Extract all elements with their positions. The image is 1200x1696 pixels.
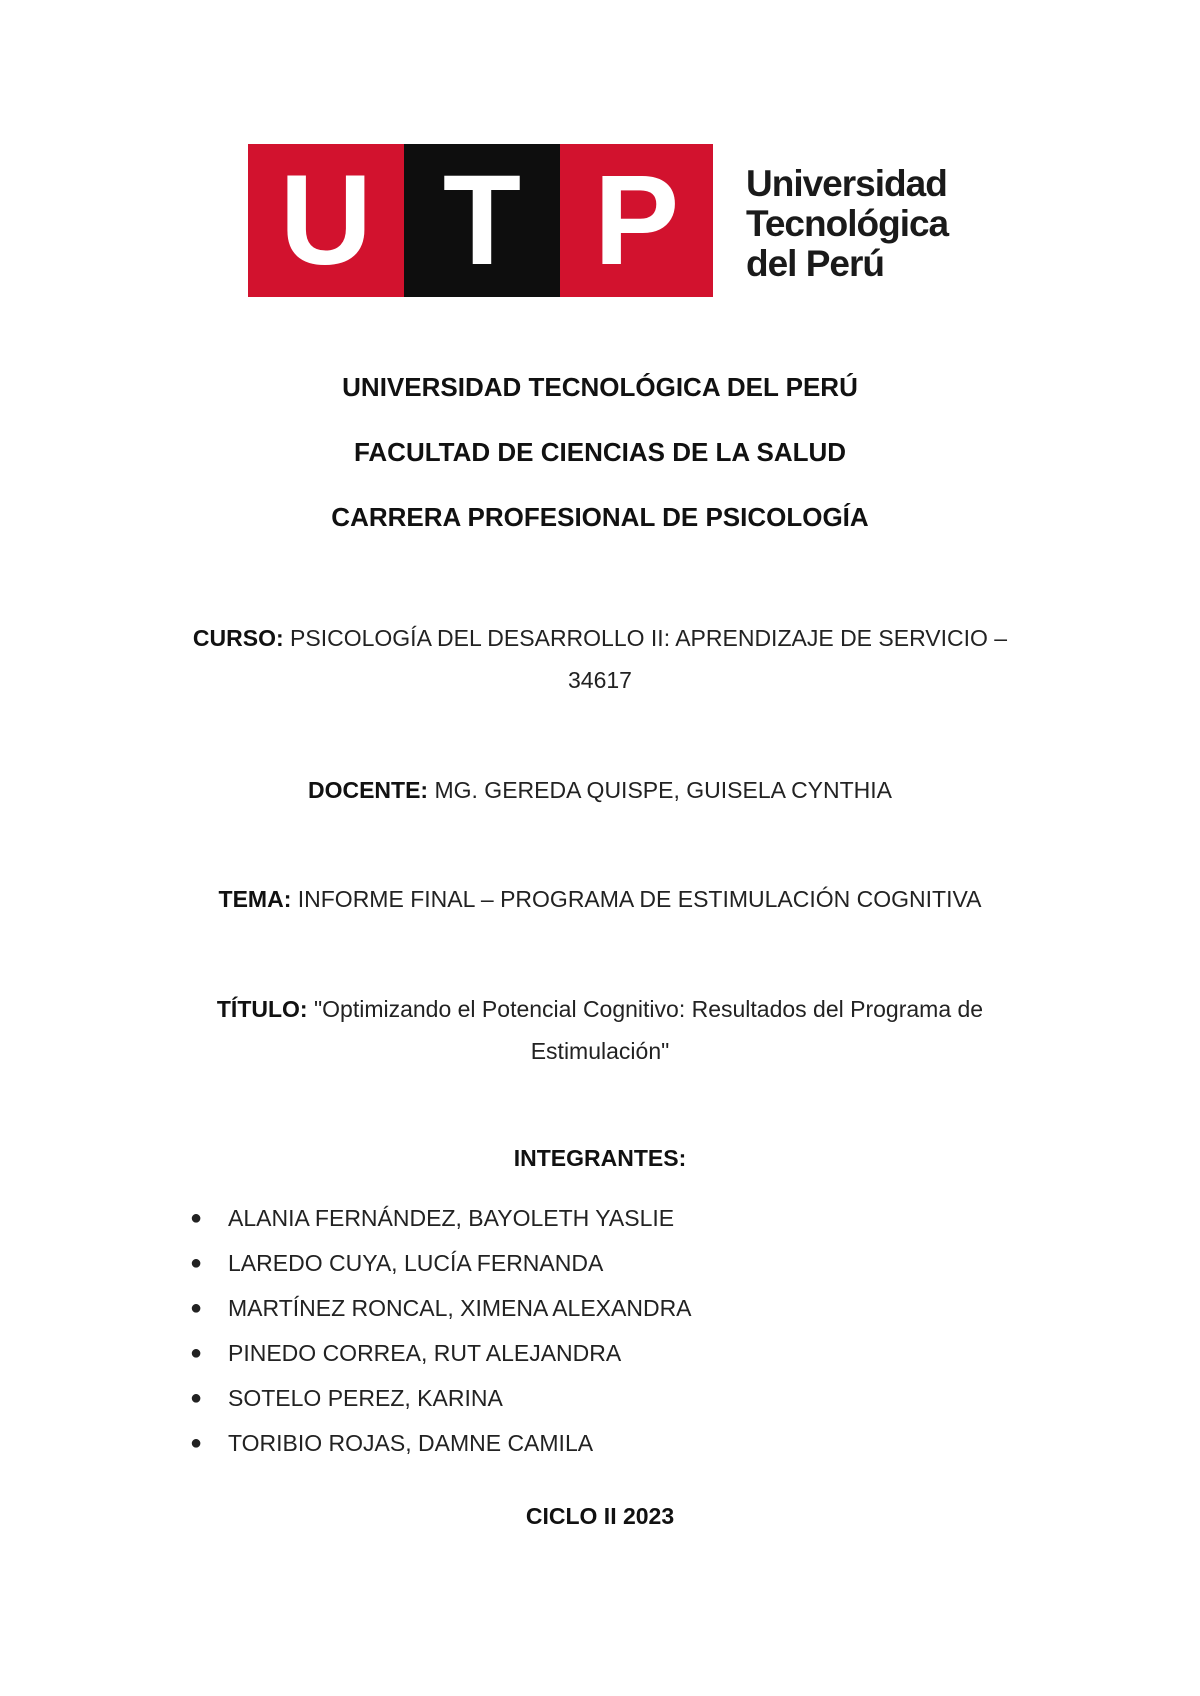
bullet-icon: ●: [190, 1297, 203, 1319]
member-name: SOTELO PEREZ, KARINA: [228, 1385, 503, 1411]
wordmark-line-2: Tecnológica: [746, 203, 949, 244]
course-label: CURSO:: [192, 625, 284, 651]
logo-letter-t: T: [442, 149, 522, 292]
bullet-icon: ●: [190, 1252, 203, 1274]
list-item: [190, 1286, 692, 1331]
bullet-icon: ●: [190, 1387, 203, 1409]
utp-logo: [248, 144, 958, 297]
member-name: LAREDO CUYA, LUCÍA FERNANDA: [228, 1250, 604, 1276]
logo-letter-u: U: [279, 149, 373, 292]
bullet-icon: ●: [190, 1207, 203, 1229]
list-item: [190, 1241, 692, 1286]
list-item: [190, 1331, 692, 1376]
university-heading: UNIVERSIDAD TECNOLÓGICA DEL PERÚ: [342, 372, 858, 402]
title-value-line1: "Optimizando el Potencial Cognitivo: Resultados del Programa de: [313, 996, 984, 1022]
teacher-line: [0, 769, 1200, 811]
title-block: [0, 988, 1200, 1072]
member-name: MARTÍNEZ RONCAL, XIMENA ALEXANDRA: [228, 1295, 692, 1321]
bullet-icon: ●: [190, 1432, 203, 1454]
logo-block-u: [248, 144, 404, 297]
teacher-label: DOCENTE:: [307, 777, 429, 803]
member-name: ALANIA FERNÁNDEZ, BAYOLETH YASLIE: [228, 1205, 675, 1231]
title-value-line2: Estimulación": [530, 1038, 670, 1064]
logo-wordmark: [746, 164, 948, 284]
faculty-heading: FACULTAD DE CIENCIAS DE LA SALUD: [353, 437, 847, 467]
course-value-line1: PSICOLOGÍA DEL DESARROLLO II: APRENDIZAJE DE SERVICIO –: [290, 625, 1008, 651]
topic-value: INFORME FINAL – PROGRAMA DE ESTIMULACIÓN COGNITIVA: [297, 886, 982, 912]
member-name: PINEDO CORREA, RUT ALEJANDRA: [228, 1340, 622, 1366]
wordmark-line-3: del Perú: [746, 243, 884, 284]
cycle-footer: CICLO II 2023: [525, 1503, 675, 1529]
logo-block-t: [404, 144, 560, 297]
course-value-line2: 34617: [568, 667, 632, 693]
list-item: [190, 1196, 692, 1241]
topic-line: [0, 878, 1200, 920]
course-block: [0, 617, 1200, 701]
member-name: TORIBIO ROJAS, DAMNE CAMILA: [228, 1430, 594, 1456]
members-heading: INTEGRANTES:: [513, 1145, 687, 1171]
logo-block-p: [560, 144, 713, 297]
list-item: [190, 1421, 692, 1466]
list-item: [190, 1376, 692, 1421]
topic-label: TEMA:: [218, 886, 292, 912]
title-label: TÍTULO:: [216, 996, 308, 1022]
wordmark-line-1: Universidad: [746, 163, 947, 204]
career-heading: CARRERA PROFESIONAL DE PSICOLOGÍA: [331, 502, 869, 532]
members-list: [190, 1196, 692, 1466]
bullet-icon: ●: [190, 1342, 203, 1364]
logo-letter-p: P: [593, 149, 680, 292]
teacher-value: MG. GEREDA QUISPE, GUISELA CYNTHIA: [434, 777, 893, 803]
